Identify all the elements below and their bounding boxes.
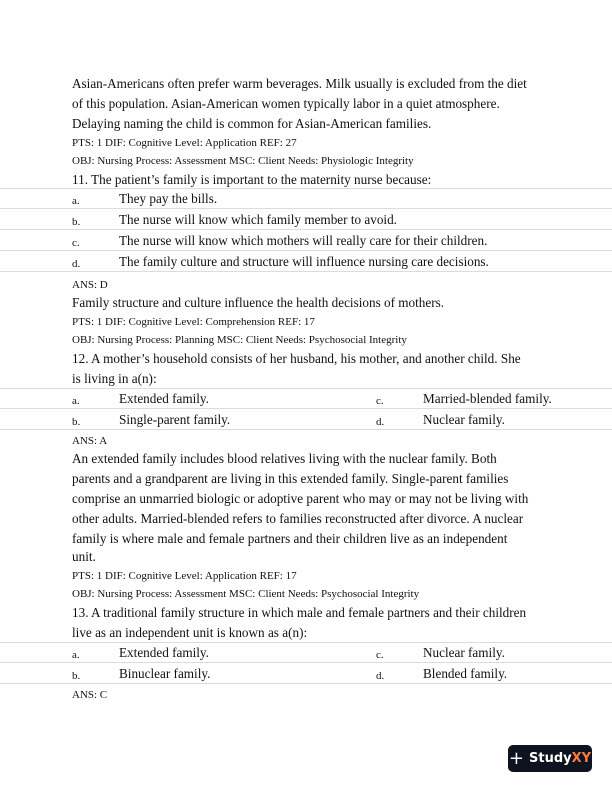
q12-rationale-line-2: parents and a grandparent are living in this extended family. Single-parent families [72, 471, 509, 486]
q12-option-d-letter: d. [376, 416, 385, 428]
q13-option-a-letter: a. [72, 649, 80, 661]
intro-line-2: of this population. Asian-American women typically labor in a quiet atmosphere. [72, 96, 500, 111]
q11-option-c-letter: c. [72, 237, 80, 249]
q13-question-line-1: 13. A traditional family structure in which male and female partners and their children [72, 605, 527, 620]
divider [0, 208, 612, 209]
q13-option-c: Nuclear family. [423, 645, 505, 660]
q12-question-line-1: 12. A mother’s household consists of her husband, his mother, and another child. She [72, 351, 521, 366]
brand-name: Study [529, 751, 572, 766]
divider [0, 271, 612, 272]
q11-option-c: The nurse will know which mothers will really care for their children. [119, 233, 488, 248]
q12-rationale-line-1: An extended family includes blood relatives living with the nuclear family. Both [72, 451, 497, 466]
q12-pts: PTS: 1 DIF: Cognitive Level: Application REF: 17 [72, 570, 297, 582]
divider [0, 408, 612, 409]
divider [0, 683, 612, 684]
q13-answer: ANS: C [72, 689, 108, 701]
divider [0, 642, 612, 643]
intro-pts: PTS: 1 DIF: Cognitive Level: Application REF: 27 [72, 137, 297, 149]
q12-option-b: Single-parent family. [119, 412, 231, 427]
q13-question-line-2: live as an independent unit is known as a(n): [72, 625, 308, 640]
q13-option-b-letter: b. [72, 670, 81, 682]
q12-answer: ANS: A [72, 435, 108, 447]
q11-option-b-letter: b. [72, 216, 81, 228]
q13-option-d: Blended family. [423, 666, 508, 681]
studyxy-badge[interactable] [508, 745, 592, 772]
q12-obj: OBJ: Nursing Process: Assessment MSC: Client Needs: Psychosocial Integrity [72, 588, 420, 600]
q11-option-d: The family culture and structure will influence nursing care decisions. [119, 254, 489, 269]
q12-option-b-letter: b. [72, 416, 81, 428]
divider [0, 229, 612, 230]
q12-rationale-line-5: family is where male and female partners and their children live as an independent [72, 531, 508, 546]
q13-option-d-letter: d. [376, 670, 385, 682]
divider [0, 429, 612, 430]
intro-line-3: Delaying naming the child is common for Asian-American families. [72, 116, 432, 131]
q12-option-c: Married-blended family. [423, 391, 552, 406]
q11-rationale: Family structure and culture influence the health decisions of mothers. [72, 295, 445, 310]
q11-answer: ANS: D [72, 279, 108, 291]
divider [0, 662, 612, 663]
divider [0, 388, 612, 389]
q12-rationale-line-6: unit. [72, 549, 96, 564]
intro-line-1: Asian-Americans often prefer warm beverages. Milk usually is excluded from the diet [72, 76, 527, 91]
q12-rationale-line-4: other adults. Married-blended refers to families reconstructed after divorce. A nuclear [72, 511, 524, 526]
q12-option-c-letter: c. [376, 395, 384, 407]
brand-accent: XY [571, 751, 592, 766]
q13-option-a: Extended family. [119, 645, 209, 660]
q11-option-d-letter: d. [72, 258, 81, 270]
q12-option-d: Nuclear family. [423, 412, 505, 427]
q12-option-a: Extended family. [119, 391, 209, 406]
q11-question: 11. The patient’s family is important to the maternity nurse because: [72, 172, 432, 187]
q11-option-a-letter: a. [72, 195, 80, 207]
q11-pts: PTS: 1 DIF: Cognitive Level: Comprehension REF: 17 [72, 316, 315, 328]
q12-question-line-2: is living in a(n): [72, 371, 157, 386]
plus-icon: + [508, 747, 525, 769]
divider [0, 250, 612, 251]
intro-obj: OBJ: Nursing Process: Assessment MSC: Client Needs: Physiologic Integrity [72, 155, 414, 167]
q12-option-a-letter: a. [72, 395, 80, 407]
q12-rationale-line-3: comprise an unmarried biologic or adoptive parent who may or may not be living with [72, 491, 529, 506]
q11-option-a: They pay the bills. [119, 191, 218, 206]
q11-option-b: The nurse will know which family member to avoid. [119, 212, 397, 227]
q11-obj: OBJ: Nursing Process: Planning MSC: Client Needs: Psychosocial Integrity [72, 334, 407, 346]
q13-option-c-letter: c. [376, 649, 384, 661]
q13-option-b: Binuclear family. [119, 666, 211, 681]
divider [0, 188, 612, 189]
